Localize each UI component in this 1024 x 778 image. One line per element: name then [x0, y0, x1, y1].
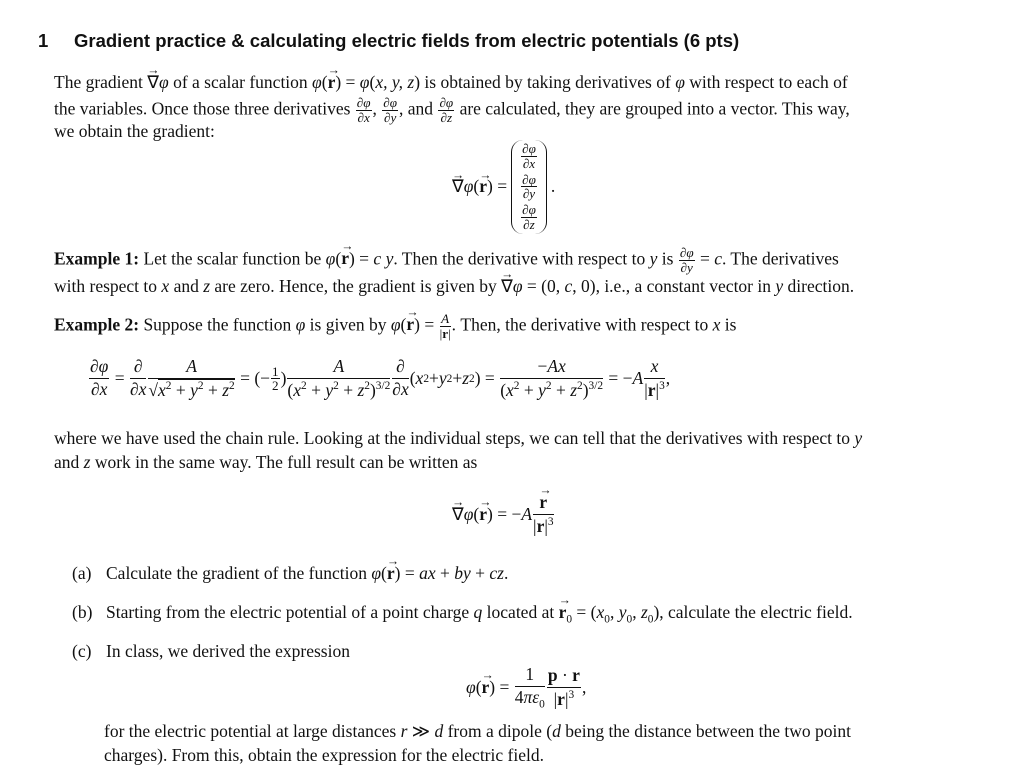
item-c: (c) In class, we derived the expression — [72, 641, 350, 661]
item-c-line-2: charges). From this, obtain the expression for the electric field. — [104, 745, 544, 765]
section-heading: 1 Gradient practice & calculating electric fields from electric potentials (6 pts) — [38, 30, 740, 51]
example-1-line-2: with respect to x and z are zero. Hence, the gradient is given by → ∇φ = (0, c, 0), i.e., a constant vector in y direction. — [54, 276, 854, 297]
gradient-definition-equation: → ∇ φ ( → r ) = ∂φ ∂x ∂φ ∂y ∂φ ∂z . — [452, 140, 555, 234]
item-b: (b) Starting from the electric potential of a point charge q located at → $r_0 = (x_0$, $y_0$, $z_0$), calculate the electric field. — [72, 602, 853, 626]
item-c-line-1: for the electric potential at large distances r ≫ d from a dipole (d being the distance between the two point — [104, 721, 851, 741]
example-1-line-1: Example 1: Let the scalar function be φ(→ r) = c y. Then the derivative with respect to y is $\frac{\partial\varphi}{\partial y}$ = c. The derivatives — [54, 246, 839, 275]
intro-line-3: we obtain the gradient: — [54, 121, 215, 141]
item-a: (a) Calculate the gradient of the function φ(→ r) = ax + by + cz. — [72, 563, 508, 584]
full-result-equation: → ∇ φ ( → r ) = − A → r $|r|^3$ — [452, 492, 555, 538]
after-line-1: where we have used the chain rule. Looking at the individual steps, we can tell that the derivatives with respect to y — [54, 428, 863, 448]
after-line-2: and z work in the same way. The full result can be written as — [54, 452, 478, 472]
intro-line-2: the variables. Once those three derivatives $\frac{\partial\varphi}{\partial x}$ , $\frac{\partial\varphi}{\partial y}$ , and $\frac{\partial\varphi}{\partial z}$ are calculated, they are grouped into a vector. This way, — [54, 95, 850, 125]
example-2-line: Example 2: Suppose the function φ is given by φ(→ r) = $\frac{A}{|r|}$ . Then, the derivative with respect to x is — [54, 312, 736, 341]
dipole-potential-equation: φ ( → r ) = 1 $4\pi\varepsilon_0$ p · r $|r|^3$ , — [466, 664, 586, 712]
chain-rule-equation: ∂φ ∂x = ∂ ∂x A $√x^2 + y^2 + z^2$ = (− 1 2 ) A $(x^2 + y^2 + z^2)^{3/2}$ ∂ ∂x ( x 2 + y 2 + z 2 ) = −Ax $(x^2 + y^2 + z^2)^{3/2}$ = − A x $|r|^3$ , — [90, 356, 671, 400]
intro-line-1: The gradient → ∇φ of a scalar function φ(→ r) = φ(x, y, z) is obtained by taking derivatives of φ with respect to each of — [54, 72, 848, 93]
